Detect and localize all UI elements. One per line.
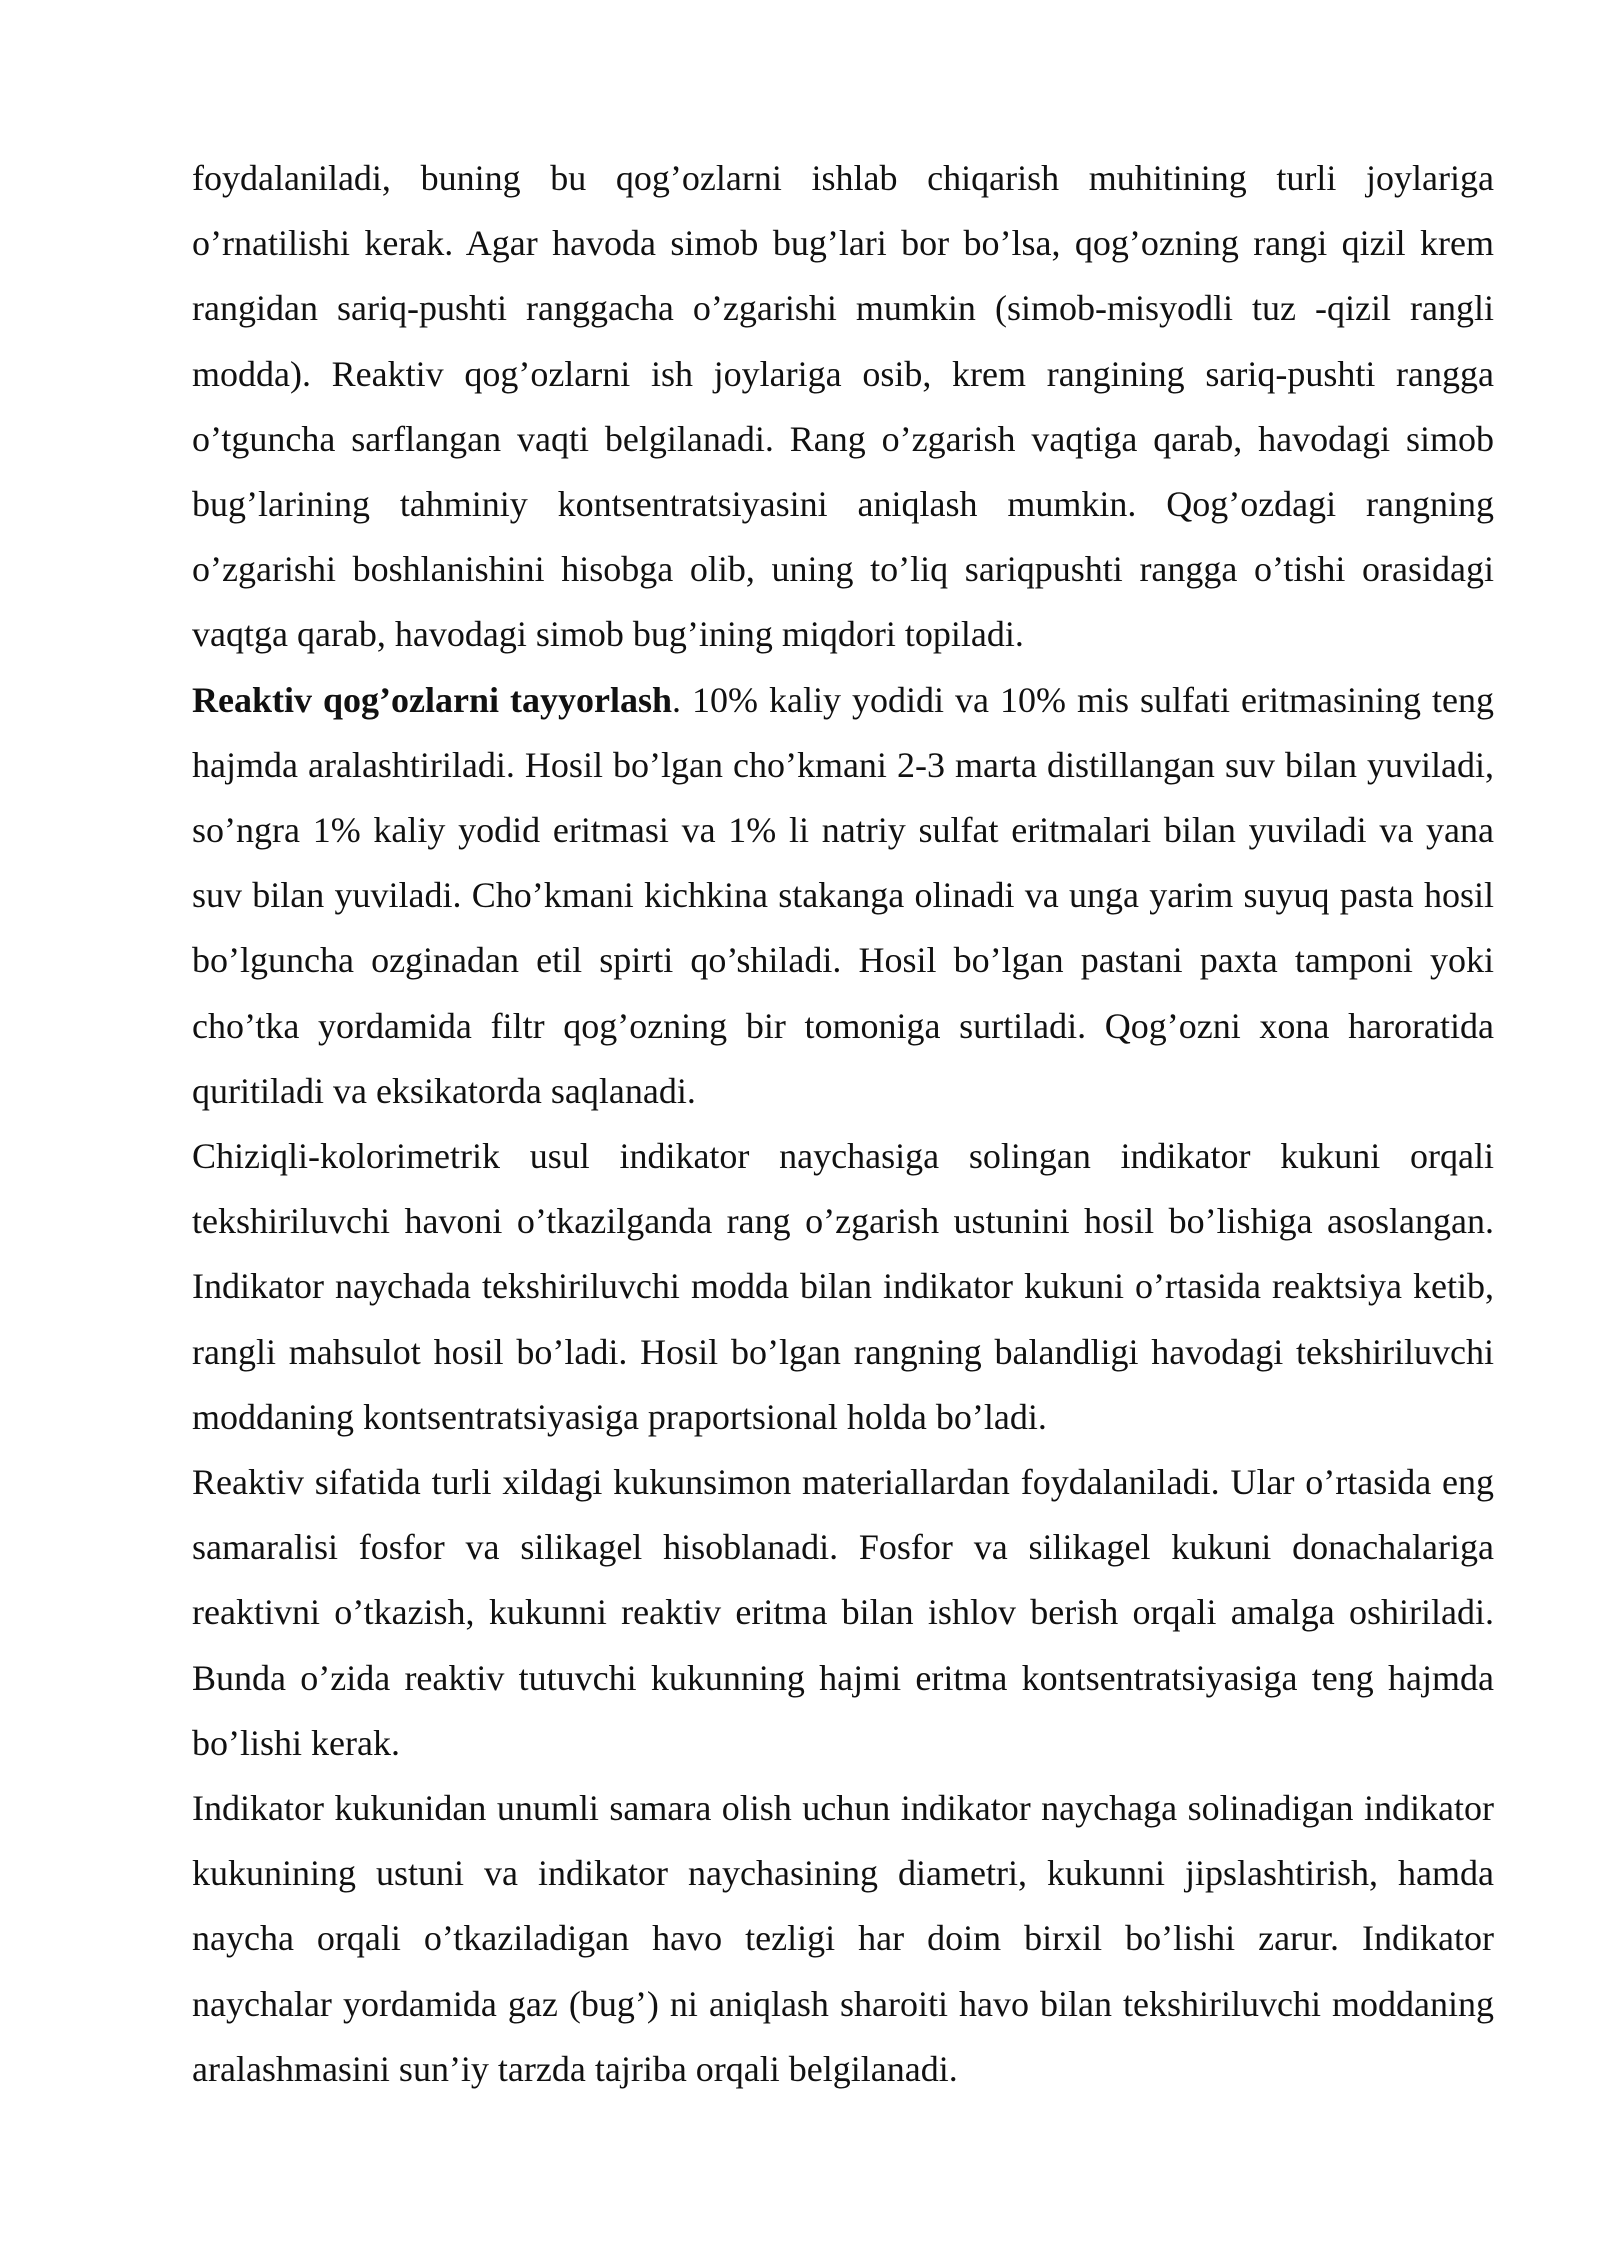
paragraph-text: foydalaniladi, buning bu qog’ozlarni ishlab chiqarish muhitining turli joylariga o’rnatilishi kerak. Agar havoda simob bug’lari bor bo’lsa, qog’ozning rangi qizil krem rangidan sariq-pushti ranggacha o’zgarishi mumkin (simob-misyodli tuz -qizil rangli modda). Reaktiv qog’ozlarni ish joylariga osib, krem rangining sariq-pushti rangga o’tguncha sarflangan vaqti belgilanadi. Rang o’zgarish vaqtiga qarab, havodagi simob bug’larining tahminiy kontsentratsiyasini aniqlash mumkin. Qog’ozdagi rangning o’zgarishi boshlanishini hisobga olib, uning to’liq sariqpushti rangga o’tishi orasidagi vaqtga qarab, havodagi simob bug’ining miqdori topiladi. [192, 158, 1494, 655]
paragraph-heading-bold: Reaktiv qog’ozlarni tayyorlash [192, 679, 673, 720]
paragraph-text: Reaktiv sifatida turli xildagi kukunsimon materiallardan foydalaniladi. Ular o’rtasida eng samaralisi fosfor va silikagel hisoblanadi. Fosfor va silikagel kukuni donachalariga reaktivni o’tkazish, kukunni reaktiv eritma bilan ishlov berish orqali amalga oshiriladi. Bunda o’zida reaktiv tutuvchi kukunning hajmi eritma kontsentratsiyasiga teng hajmda bo’lishi kerak. [192, 1462, 1494, 1763]
paragraph-text: Chiziqli-kolorimetrik usul indikator naychasiga solingan indikator kukuni orqali tekshiriluvchi havoni o’tkazilganda rang o’zgarish ustunini hosil bo’lishiga asoslangan. Indikator naychada tekshiriluvchi modda bilan indikator kukuni o’rtasida reaktsiya ketib, rangli mahsulot hosil bo’ladi. Hosil bo’lgan rangning balandligi havodagi tekshiriluvchi moddaning kontsentratsiyasiga praportsional holda bo’ladi. [192, 1136, 1494, 1437]
paragraph-text: Indikator kukunidan unumli samara olish uchun indikator naychaga solinadigan indikator kukunining ustuni va indikator naychasining diametri, kukunni jipslashtirish, hamda naycha orqali o’tkaziladigan havo tezligi har doim birxil bo’lishi zarur. Indikator naychalar yordamida gaz (bug’) ni aniqlash sharoiti havo bilan tekshiriluvchi moddaning aralashmasini sun’iy tarzda tajriba orqali belgilanadi. [192, 1788, 1494, 2089]
paragraph-reactive-paper-preparation [192, 668, 1494, 1124]
paragraph-text: . 10% kaliy yodidi va 10% mis sulfati eritmasining teng hajmda aralashtiriladi. Hosil bo’lgan cho’kmani 2-3 marta distillangan suv bilan yuviladi, so’ngra 1% kaliy yodid eritmasi va 1% li natriy sulfat eritmalari bilan yuviladi va yana suv bilan yuviladi. Cho’kmani kichkina stakanga olinadi va unga yarim suyuq pasta hosil bo’lguncha ozginadan etil spirti qo’shiladi. Hosil bo’lgan pastani paxta tamponi yoki cho’tka yordamida filtr qog’ozning bir tomoniga surtiladi. Qog’ozni xona haroratida quritiladi va eksikatorda saqlanadi. [192, 679, 1495, 1111]
paragraph-linear-colorimetric-method [192, 1124, 1494, 1450]
paragraph-indicator-powder-efficiency [192, 1776, 1494, 2102]
paragraph-reactive-paper-usage [192, 146, 1494, 668]
document-body [192, 146, 1494, 2102]
paragraph-reactive-materials [192, 1450, 1494, 1776]
